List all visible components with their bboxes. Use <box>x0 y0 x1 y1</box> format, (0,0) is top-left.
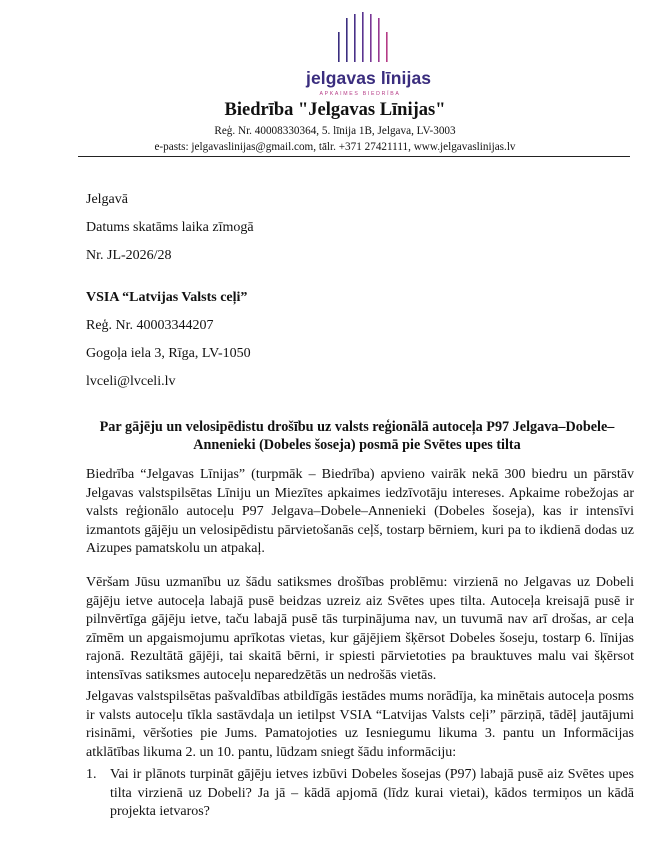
body-paragraph-3: Jelgavas valstspilsētas pašvaldības atbildīgās iestādes mums norādīja, ka minētais autoceļa posms ir valsts autoceļu tīkla sastāvdaļa un ietilpst VSIA “Latvijas Valsts ceļi” pārziņā, tādēļ jautājumi risināmi, vēršoties pie Jums. Pamatojoties uz Iesniegumu likuma 3. pantu un Informācijas atklātības likuma 2. un 10. pantu, lūdzam sniegt šādu informāciju: <box>86 689 634 760</box>
organization-logo <box>306 12 432 112</box>
question-text: Vai ir plānots turpināt gājēju ietves izbūvi Dobeles šosejas (P97) labajā pusē aiz Svētes upes tilta virzienā uz Dobeli? Ja jā – kādā apjomā (līdz kurai vietai), kādos termiņos un kādā projekta ietvaros? <box>110 767 634 820</box>
organization-contacts: e-pasts: jelgavaslinijas@gmail.com, tālr. +371 27421111, www.jelgavaslinijas.lv <box>154 141 516 153</box>
recipient-email: lvceli@lvceli.lv <box>86 374 176 389</box>
logo-bars-icon <box>306 12 414 68</box>
body-paragraph-1: Biedrība “Jelgavas Līnijas” (turpmāk – Biedrība) apvieno vairāk nekā 300 biedru un pārstāv Jelgavas valstspilsētas Līniju un Miezītes apkaimes iedzīvotāju intereses. Apkaime robežojas ar valsts reģionālo autoceļu P97 Jelgava–Dobele–Annenieki (Dobeles šoseja), kas ir intensīvi izmantots gājēju un velosipēdistu pārvietošanās ceļš, tostarp bērniem, kuri pa to ikdienā dodas uz Aizupes pamatskolu un atpakaļ. <box>86 467 634 557</box>
question-number: 1. <box>86 767 97 782</box>
organization-registration: Reģ. Nr. 40008330364, 5. līnija 1B, Jelgava, LV-3003 <box>214 125 456 137</box>
body-paragraph-2: Vēršam Jūsu uzmanību uz šādu satiksmes drošības problēmu: virzienā no Jelgavas uz Dobeli gājēju ietve autoceļa labajā pusē beidzas uzreiz aiz Svētes upes tilta. Autoceļa kreisajā pusē ir pilnvērtīga gājēju ietve, taču labajā pusē tās turpinājuma nav, un tuvumā nav arī drošas, ar ceļa zīmēm un apgaismojumu aprīkotas vietas, kur gājējiem šķērsot Dobeles šoseju, tostarp 6. līnijas rajonā. Rezultātā gājēji, tai skaitā bērni, ir spiesti pārvietoties pa brauktuves malu vai šķērsot intensīvas satiksmes autoceļu neparedzētās un nedrošās vietās. <box>86 575 634 683</box>
recipient-reg-number: Reģ. Nr. 40003344207 <box>86 318 214 333</box>
recipient-address: Gogoļa iela 3, Rīga, LV-1050 <box>86 346 251 361</box>
logo-subtitle: APKAIMES BIEDRĪBA <box>319 91 401 97</box>
letter-subject: Par gājēju un velosipēdistu drošību uz valsts reģionālā autoceļa P97 Jelgava–Dobele–Annenieki (Dobeles šoseja) posmā pie Svētes upes tilta <box>99 419 615 453</box>
letter-number: Nr. JL-2026/28 <box>86 248 172 263</box>
organization-name: Biedrība "Jelgavas Līnijas" <box>224 100 446 120</box>
letter-place: Jelgavā <box>86 192 128 207</box>
letterhead-divider <box>78 156 630 157</box>
recipient-name: VSIA “Latvijas Valsts ceļi” <box>86 290 248 305</box>
logo-wordmark: jelgavas līnijas <box>306 68 432 88</box>
letter-date-note: Datums skatāms laika zīmogā <box>86 220 254 235</box>
